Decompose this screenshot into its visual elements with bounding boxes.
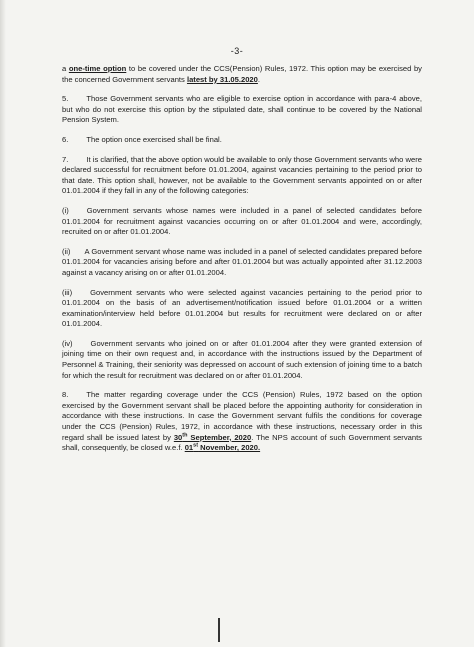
text-run: to be covered under the CCS(Pension) Rules, 1972. This option may be exercised by the concerned Government servants [62, 64, 422, 84]
date-rest: September, 2020 [187, 432, 252, 442]
november-closure-date [185, 443, 260, 452]
paragraph-text: The matter regarding coverage under the CCS (Pension) Rules, 1972 based on the option exercised by the Government servant shall be placed before the appointing authority for consideration in accordance with these instructions. In case the Government servant fulfils the conditions for coverage under the CCS (Pension) Rules, 1972, in accordance with these instructions, necessary order in this regard shall be issued latest by [62, 390, 422, 442]
text-run: . [257, 74, 261, 84]
category-iv [62, 339, 422, 381]
one-time-option-emphasis: one-time option [68, 64, 127, 73]
page-number: -3- [230, 46, 244, 56]
paragraph-text: It is clarified, that the above option would be available to only those Government servants who were declared successful for recruitment before 01.01.2004, against vacancies pertaining to the period prior to that date. This option shall, however, not be available to the Government servants appointed on or after 01.01.2004 if they fall in any of the following categories: [62, 154, 422, 196]
september-deadline [174, 433, 251, 442]
category-i [62, 206, 422, 238]
text-run: a [62, 64, 69, 73]
category-number: (ii) [62, 246, 71, 256]
category-number: (iii) [62, 287, 73, 297]
date-day: 01 [184, 443, 194, 453]
date-rest: November, 2020. [198, 443, 261, 453]
paragraph-text: The option once exercised shall be final. [86, 134, 222, 144]
paragraph-number: 8. [62, 390, 69, 400]
paragraph-7 [62, 155, 422, 197]
deadline-emphasis: latest by 31.05.2020 [186, 74, 258, 84]
category-text: Government servants who joined on or after 01.01.2004 after they were granted extension of joining time on their own request and, in accordance with the instructions issued by the Department of Personnel & Training, their seniority was depressed on account of such extension of joining time to a batch for which the result for recruitment was declared on or after 01.01.2004. [62, 338, 422, 380]
category-text: Government servants who were selected against vacancies pertaining to the period prior to 01.01.2004 on the basis of an advertisement/notification issued before 01.01.2004 or a written examination/interview held before 01.01.2004 but results for recruitment were declared on or after 01.01.2004. [62, 287, 422, 329]
category-text: A Government servant whose name was included in a panel of selected candidates prepared before 01.01.2004 for vacancies arising before and after 01.01.2004 but was actually appointed after 31.12.2003 against a vacancy arising on or after 01.01.2004. [62, 246, 422, 277]
date-ordinal: th [182, 432, 188, 439]
category-number: (iv) [62, 338, 73, 348]
paragraph-number: 6. [62, 134, 69, 144]
date-ordinal: st [193, 442, 199, 449]
paragraph-number: 5. [62, 94, 69, 104]
category-number: (i) [62, 205, 69, 215]
paragraph-6 [62, 135, 422, 146]
paragraph-4-continued [62, 64, 422, 85]
category-iii [62, 288, 422, 330]
paragraph-text: Those Government servants who are eligible to exercise option in accordance with para-4 above, but who do not exercise this option by the stipulated date, shall continue to be covered by the National Pension System. [62, 94, 422, 125]
paragraph-8 [62, 390, 422, 454]
scan-margin-mark [218, 618, 220, 642]
paragraph-5 [62, 94, 422, 126]
date-day: 30 [173, 432, 183, 442]
paragraph-text: . The NPS account of such Government servants shall, consequently, be closed w.e.f. [62, 432, 422, 453]
category-text: Government servants whose names were included in a panel of selected candidates before 01.01.2004 for recruitment against vacancies occurring on or after 01.01.2004 and were, accordingly, recruited on or after 01.01.2004. [62, 205, 422, 237]
paragraph-number: 7. [62, 154, 69, 164]
category-ii [62, 247, 422, 279]
document-body [62, 64, 422, 463]
